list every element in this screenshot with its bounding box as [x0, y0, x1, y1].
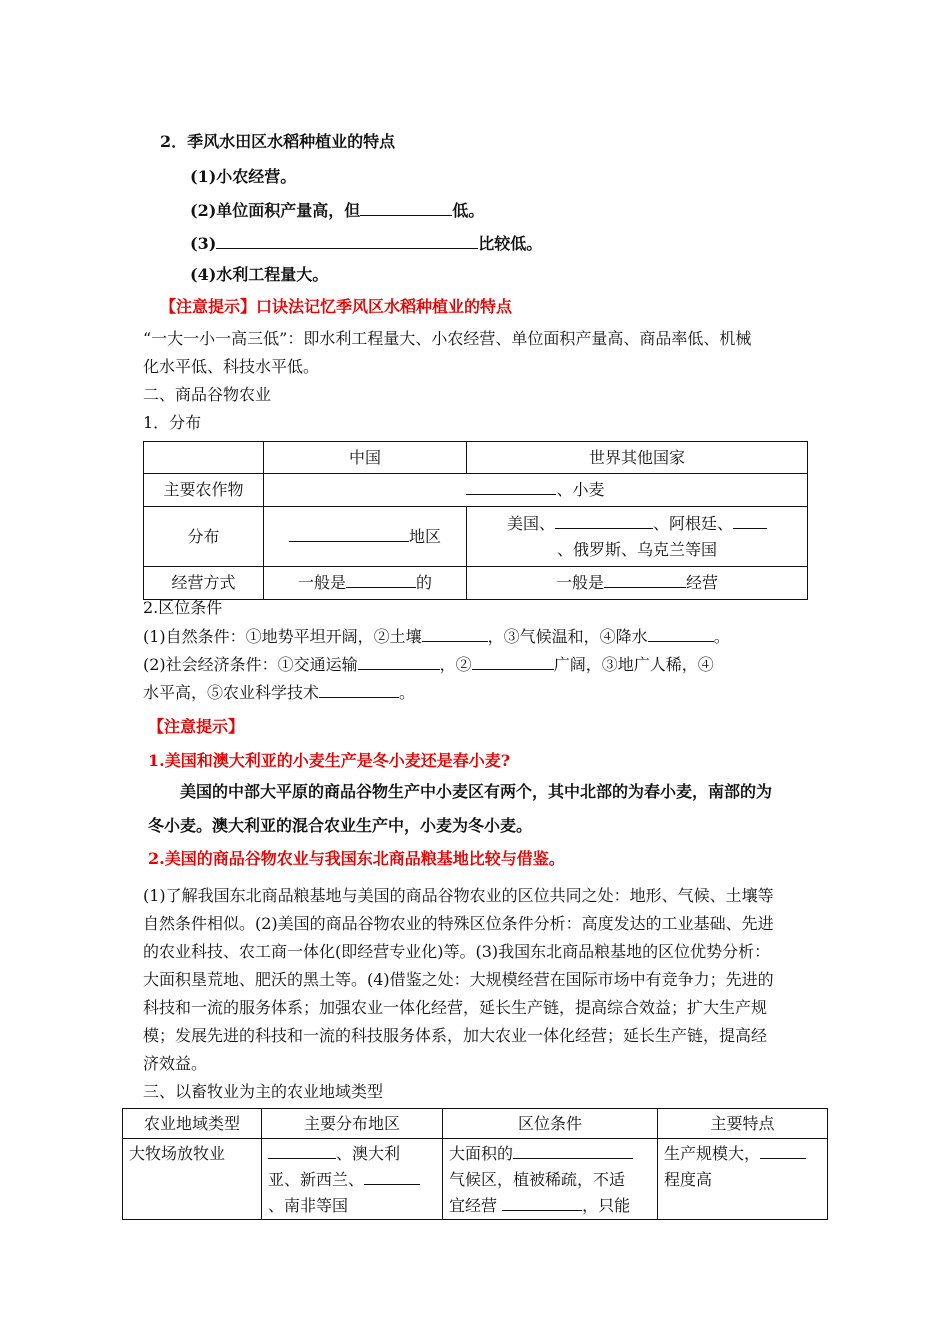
list-item: (1)小农经营。 [190, 167, 297, 186]
table-cell: 生产规模大， 程度高 [658, 1139, 828, 1220]
fill-blank[interactable] [502, 1194, 582, 1211]
fill-blank[interactable] [555, 512, 653, 529]
section-title: 2．季风水田区水稻种植业的特点 [160, 132, 396, 151]
paragraph-line: 化水平低、科技水平低。 [143, 357, 320, 376]
list-item: (3) 比较低。 [190, 234, 543, 253]
row-label: 分布 [144, 507, 264, 567]
paragraph-line: “一大一小一高三低”：即水利工程量大、小农经营、单位面积产量高、商品率低、机械 [143, 329, 752, 348]
list-item: (4)水利工程量大。 [190, 265, 329, 284]
tip-question: 2.美国的商品谷物农业与我国东北商品粮基地比较与借鉴。 [148, 849, 565, 868]
fill-blank[interactable] [604, 571, 686, 588]
paragraph-line: (1)了解我国东北商品粮基地与美国的商品谷物农业的区位共同之处：地形、气候、土壤等 [143, 886, 774, 905]
fill-blank[interactable] [760, 1142, 806, 1159]
paragraph-line: 冬小麦。澳大利亚的混合农业生产中，小麦为冬小麦。 [148, 816, 533, 835]
table-cell: 、澳大利 亚、新西兰、 、南非等国 [262, 1139, 443, 1220]
fill-blank[interactable] [472, 653, 554, 670]
table-cell: 一般是 经营 [467, 567, 808, 600]
fill-blank[interactable] [466, 478, 556, 495]
tip-question: 1.美国和澳大利亚的小麦生产是冬小麦还是春小麦? [148, 751, 511, 770]
distribution-table [143, 441, 808, 600]
paragraph-line: 水平高，⑤农业科学技术 。 [143, 683, 416, 702]
fill-blank[interactable] [422, 625, 488, 642]
sub-heading: 2.区位条件 [143, 598, 223, 617]
paragraph-line: 模；发展先进的科技和一流的科技服务体系，加大农业一体化经营；延长生产链，提高经 [143, 1026, 768, 1045]
fill-blank[interactable] [513, 1142, 633, 1159]
paragraph-line: 大面积垦荒地、肥沃的黑土等。(4)借鉴之处：大规模经营在国际市场中有竞争力；先进的 [143, 970, 774, 989]
fill-blank[interactable] [733, 512, 767, 529]
fill-blank[interactable] [268, 1142, 336, 1159]
fill-blank[interactable] [358, 653, 440, 670]
table-header: 农业地域类型 [123, 1109, 262, 1139]
table-header: 世界其他国家 [467, 442, 808, 474]
table-cell: 、小麦 [264, 474, 808, 507]
table-cell [144, 442, 264, 474]
table-cell: 大面积的 气候区，植被稀疏，不适 宜经营 ，只能 [443, 1139, 658, 1220]
paragraph-line: (2)社会经济条件：①交通运输 ，② 广阔，③地广人稀，④ [143, 655, 714, 674]
table-header: 主要特点 [658, 1109, 828, 1139]
fill-blank[interactable] [319, 681, 399, 698]
sub-heading: 1．分布 [143, 413, 202, 432]
row-label: 主要农作物 [144, 474, 264, 507]
table-header: 区位条件 [443, 1109, 658, 1139]
fill-blank[interactable] [364, 1168, 420, 1185]
row-label: 经营方式 [144, 567, 264, 600]
table-cell: 美国、 、阿根廷、 、俄罗斯、乌克兰等国 [467, 507, 808, 567]
table-header: 主要分布地区 [262, 1109, 443, 1139]
table-header: 中国 [264, 442, 467, 474]
list-item: (2)单位面积产量高，但 低。 [190, 201, 485, 220]
fill-blank[interactable] [216, 232, 478, 249]
section-heading: 二、商品谷物农业 [143, 385, 272, 404]
watermark [690, 692, 830, 778]
table-cell: 一般是 的 [264, 567, 467, 600]
watermark [580, 132, 720, 218]
fill-blank[interactable] [346, 571, 416, 588]
table-cell: 大牧场放牧业 [123, 1139, 262, 1220]
fill-blank[interactable] [360, 199, 452, 216]
paragraph-line: 科技和一流的服务体系；加强农业一体化经营，延长生产链，提高综合效益；扩大生产规 [143, 998, 768, 1017]
livestock-table [122, 1108, 828, 1220]
table-cell: 地区 [264, 507, 467, 567]
section-heading: 三、以畜牧业为主的农业地域类型 [143, 1082, 384, 1101]
tip-title: 【注意提示】 [148, 717, 245, 736]
fill-blank[interactable] [648, 625, 714, 642]
paragraph-line: 美国的中部大平原的商品谷物生产中小麦区有两个，其中北部的为春小麦，南部的为 [180, 782, 773, 801]
paragraph-line: (1)自然条件：①地势平坦开阔，②土壤 ，③气候温和，④降水 。 [143, 627, 730, 646]
paragraph-line: 的农业科技、农工商一体化(即经营专业化)等。(3)我国东北商品粮基地的区位优势分析： [143, 942, 771, 961]
tip-title: 【注意提示】口诀法记忆季风区水稻种植业的特点 [160, 297, 513, 316]
paragraph-line: 济效益。 [143, 1054, 208, 1073]
paragraph-line: 自然条件相似。(2)美国的商品谷物农业的特殊区位条件分析：高度发达的工业基础、先进 [143, 914, 774, 933]
fill-blank[interactable] [289, 525, 409, 542]
